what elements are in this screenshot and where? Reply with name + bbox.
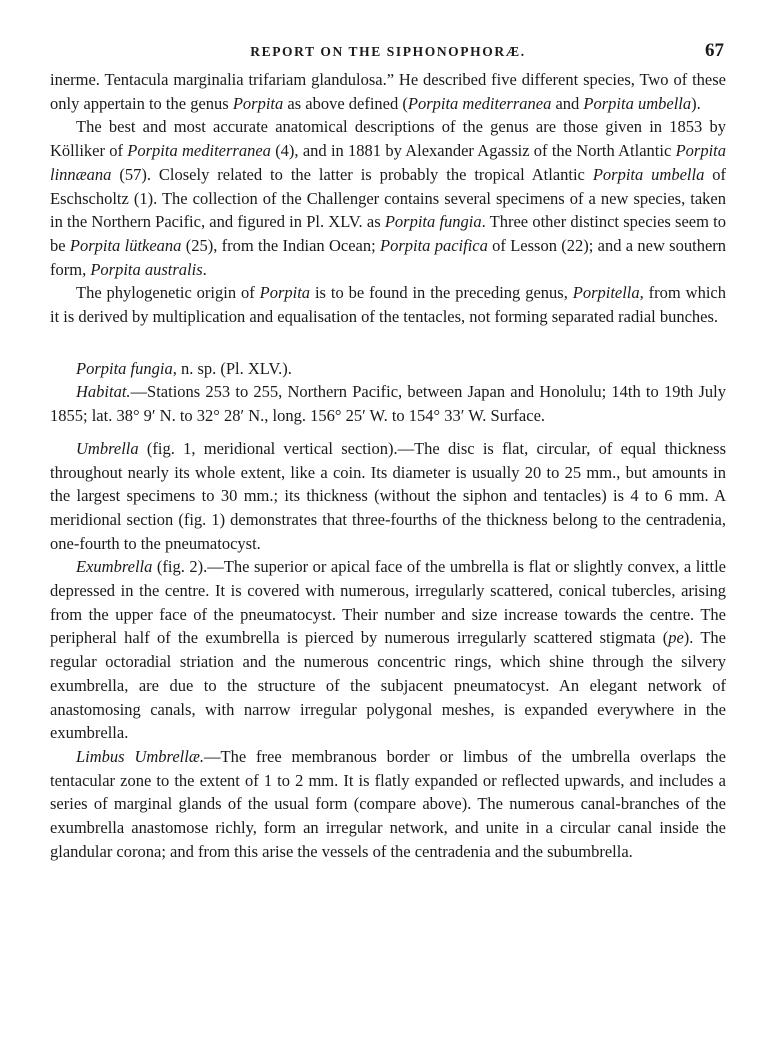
species-heading [50,357,726,381]
intro-paragraph-3: The phylogenetic origin of Porpita is to be found in the preceding genus, Porpitella, from which it is derived by multiplication and equalisation of the tentacles, not forming separated radial bunches. [50,283,726,327]
taxon-name: Porpita mediterranea [127,141,271,161]
taxon-name: Porpita [259,283,311,303]
running-head: REPORT ON THE SIPHONOPHORÆ. [250,44,526,59]
taxon-name: Porpita lütkeana [69,235,182,255]
habitat-text: —Stations 253 to 255, Northern Pacific, between Japan and Honolulu; 14th to 19th July 1855; lat. 38° 9′ N. to 32° 28′ N., long. 156° 25′ W. to 154° 33′ W. Surface. [50,382,726,426]
taxon-name: Porpita linnæana [50,141,726,184]
habitat-label: Habitat. [76,382,131,402]
exumbrella-abbr: pe [668,628,684,648]
exumbrella-paragraph [50,555,726,745]
taxon-name: Porpita fungia [384,212,482,232]
page-number: 67 [705,40,724,61]
page-header [50,38,726,68]
limbus-label: Limbus Umbrellæ. [76,746,204,766]
species-name: Porpita fungia [76,358,173,378]
page [50,38,726,864]
species-heading-rest: , n. sp. (Pl. XLV.). [172,358,292,378]
taxon-name: Porpita [232,93,284,113]
taxon-name: Porpita pacifica [379,235,488,255]
taxon-name: Porpita australis [90,259,203,279]
exumbrella-text-a: (fig. 2).—The superior or apical face of the umbrella is flat or slightly convex, a little depressed in the centre. It is covered with numerous, irregularly scattered, conical tubercles, arising from the upper face of the pneumatocyst. Their number and size increase towards the centre. The peripheral half of the exumbrella is pierced by numerous irregularly scattered stigmata ( [50,557,726,648]
umbrella-text: (fig. 1, meridional vertical section).—The disc is flat, circular, of equal thickness throughout nearly its whole extent, like a coin. Its diameter is usually 20 to 25 mm., but amounts in the largest specimens to 30 mm.; its thickness (without the siphon and tentacles) is 4 to 6 mm. A meridional section (fig. 1) demonstrates that three-fourths of the thickness belong to the centradenia, one-fourth to the pneumatocyst. [50,438,726,553]
taxon-name: Porpita mediterranea [407,93,552,113]
limbus-paragraph [50,745,726,864]
taxon-name: Porpita umbella [583,93,692,113]
limbus-text: —The free membranous border or limbus of the umbrella overlaps the tentacular zone to the extent of 1 to 2 mm. It is flatly expanded or reflected upwards, and includes a series of marginal glands of the usual form (compare above). The numerous canal-branches of the exumbrella anastomose richly, form an irregular network, and unite in a circular canal inside the glandular corona; and from this arise the vessels of the centradenia and the subumbrella. [50,746,726,861]
section-gap-small [50,428,726,437]
exumbrella-label: Exumbrella [76,557,153,577]
taxon-name: Porpitella [572,283,640,303]
intro-paragraph-1: inerme. Tentacula marginalia trifariam glandulosa.” He described five different species, Two of these only appertain to the genus Porpita as above defined (Porpita mediterranea and Porpita umbella). [50,70,726,113]
intro-paragraph-2: The best and most accurate anatomical descriptions of the genus are those given in 1853 by Kölliker of Porpita mediterranea (4), and in 1881 by Alexander Agassiz of the North Atlantic Porpita linnæana (57). Closely related to the latter is probably the tropical Atlantic Porpita umbella of Eschscholtz (1). The collection of the Challenger contains several specimens of a new species, taken in the Northern Pacific, and figured in Pl. XLV. as Porpita fungia. Three other distinct species seem to be Porpita lütkeana (25), from the Indian Ocean; Porpita pacifica of Lesson (22); and a new southern form, Porpita australis. [50,117,727,279]
habitat-paragraph [50,380,726,427]
exumbrella-text-b: ). The regular octoradial striation and the numerous concentric rings, which shine through the silvery exumbrella, are due to the structure of the subjacent pneumatocyst. An elegant network of anastomosing canals, with narrow irregular polygonal meshes, is expanded everywhere in the exumbrella. [50,628,726,743]
umbrella-label: Umbrella [76,438,139,458]
section-gap [50,329,726,357]
taxon-name: Porpita umbella [592,164,705,184]
umbrella-paragraph [50,437,726,556]
